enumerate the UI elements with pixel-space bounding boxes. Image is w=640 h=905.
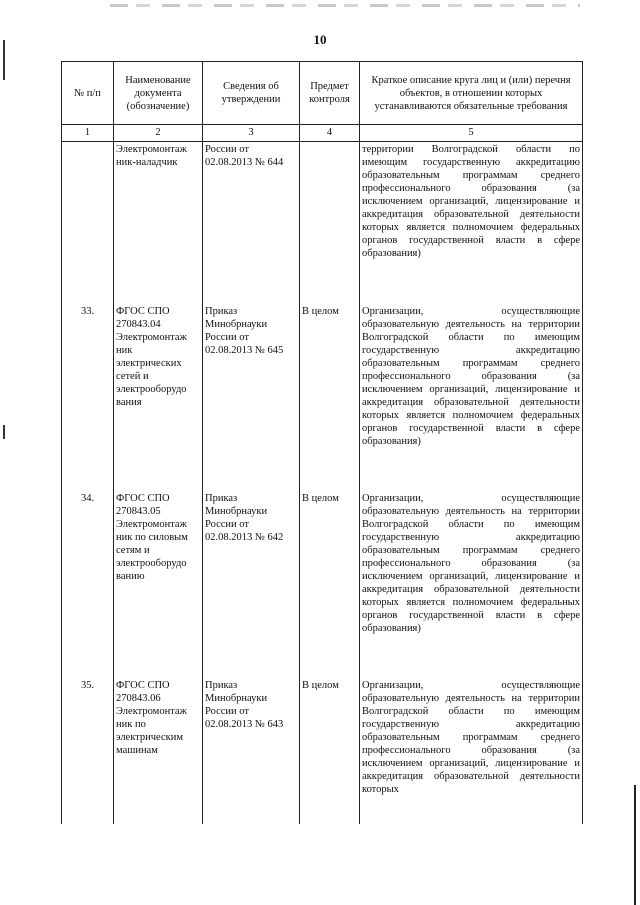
- approval-info-line: Минобрнауки: [205, 505, 268, 517]
- control-subject: В целом: [300, 676, 360, 824]
- column-number: 5: [360, 125, 583, 142]
- document-name-line: 270843.04: [116, 318, 161, 330]
- header-document-name: Наименование документа (обозначение): [114, 62, 203, 125]
- document-name-line: машинам: [116, 744, 158, 756]
- header-description: Краткое описание круга лиц и (или) перечня объектов, в отношении которых устанавливаются обязательные требования: [360, 62, 583, 125]
- document-name-line: Электромонтаж: [116, 144, 187, 155]
- description: Организации, осуществляющие образовательную деятельность на территории Волгоградской области по имеющим государственную аккредитацию образовательным программам среднего профессионального образования (за исключением организаций, лицензирование и аккредитация образовательной деятельности которых является полномочием федеральных органов государственной власти в сфере образования): [360, 302, 583, 489]
- document-name-line: Электромонтаж: [116, 705, 187, 717]
- approval-info-line: Приказ: [205, 679, 238, 691]
- approval-info: [203, 142, 300, 302]
- approval-info-line: 02.08.2013 № 644: [205, 157, 284, 168]
- scan-artifact-right: [634, 785, 636, 905]
- document-name: [114, 142, 203, 302]
- description: территории Волгоградской области по имеющим государственную аккредитацию образовательным программам среднего профессионального образования (за исключением организаций, лицензирование и аккредитация образовательной деятельности которых является полномочием федеральных органов государственной власти в сфере образования): [360, 142, 583, 302]
- description: Организации, осуществляющие образовательную деятельность на территории Волгоградской области по имеющим государственную аккредитацию образовательным программам среднего профессионального образования (за исключением организаций, лицензирование и аккредитация образовательной деятельности которых: [360, 676, 583, 824]
- approval-info-line: России от: [205, 518, 249, 530]
- approval-info-line: Минобрнауки: [205, 692, 268, 704]
- control-subject: В целом: [300, 489, 360, 676]
- approval-info-line: Минобрнауки: [205, 318, 268, 330]
- approval-info: [203, 489, 300, 676]
- row-number: 34.: [62, 489, 114, 676]
- document-name-line: Электромонтаж: [116, 331, 187, 343]
- document-name-line: ник по: [116, 718, 146, 730]
- approval-info-line: 02.08.2013 № 643: [205, 718, 284, 730]
- table-row: [62, 302, 583, 489]
- scan-artifact-top: [110, 4, 580, 7]
- document-name-line: электрооборудо: [116, 557, 187, 569]
- table-row: [62, 676, 583, 824]
- row-number: [62, 142, 114, 302]
- control-subject: [300, 142, 360, 302]
- document-name-line: 270843.05: [116, 505, 161, 517]
- column-number: 4: [300, 125, 360, 142]
- column-number-row: [62, 125, 583, 142]
- page-number: 10: [313, 32, 327, 47]
- document-name-line: ФГОС СПО: [116, 305, 170, 317]
- document-name-line: сетей и: [116, 370, 149, 382]
- header-number: № п/п: [62, 62, 114, 125]
- document-name-line: ник по силовым: [116, 531, 188, 543]
- column-number: 3: [203, 125, 300, 142]
- scan-artifact-left-2: [3, 425, 5, 439]
- row-number: 35.: [62, 676, 114, 824]
- approval-info-line: России от: [205, 144, 249, 155]
- document-name-line: ванию: [116, 570, 145, 582]
- approval-info-line: России от: [205, 331, 249, 343]
- description: Организации, осуществляющие образовательную деятельность на территории Волгоградской области по имеющим государственную аккредитацию образовательным программам среднего профессионального образования (за исключением организаций, лицензирование и аккредитация образовательной деятельности которых является полномочием федеральных органов государственной власти в сфере образования): [360, 489, 583, 676]
- approval-info-line: Приказ: [205, 492, 238, 504]
- document-name-line: Электромонтаж: [116, 518, 187, 530]
- approval-info-line: 02.08.2013 № 645: [205, 344, 284, 356]
- document-name: [114, 676, 203, 824]
- table-row: [62, 142, 583, 302]
- document-name-line: электрооборудо: [116, 383, 187, 395]
- approval-info-line: Приказ: [205, 305, 238, 317]
- header-approval-info: Сведения об утверждении: [203, 62, 300, 125]
- table-header-row: [62, 62, 583, 125]
- document-name-line: ФГОС СПО: [116, 679, 170, 691]
- header-control-subject: Предмет контроля: [300, 62, 360, 125]
- column-number: 2: [114, 125, 203, 142]
- requirements-table: [61, 61, 583, 824]
- approval-info: [203, 676, 300, 824]
- document-name-line: ник: [116, 344, 133, 356]
- document-name: [114, 302, 203, 489]
- document-name-line: электрическим: [116, 731, 183, 743]
- document-name-line: электрических: [116, 357, 182, 369]
- document-name-line: сетям и: [116, 544, 150, 556]
- table-row: [62, 489, 583, 676]
- document-name-line: ФГОС СПО: [116, 492, 170, 504]
- approval-info-line: России от: [205, 705, 249, 717]
- document-name: [114, 489, 203, 676]
- column-number: 1: [62, 125, 114, 142]
- approval-info: [203, 302, 300, 489]
- control-subject: В целом: [300, 302, 360, 489]
- row-number: 33.: [62, 302, 114, 489]
- document-name-line: ник-наладчик: [116, 157, 178, 168]
- approval-info-line: 02.08.2013 № 642: [205, 531, 284, 543]
- document-name-line: вания: [116, 396, 142, 408]
- document-name-line: 270843.06: [116, 692, 161, 704]
